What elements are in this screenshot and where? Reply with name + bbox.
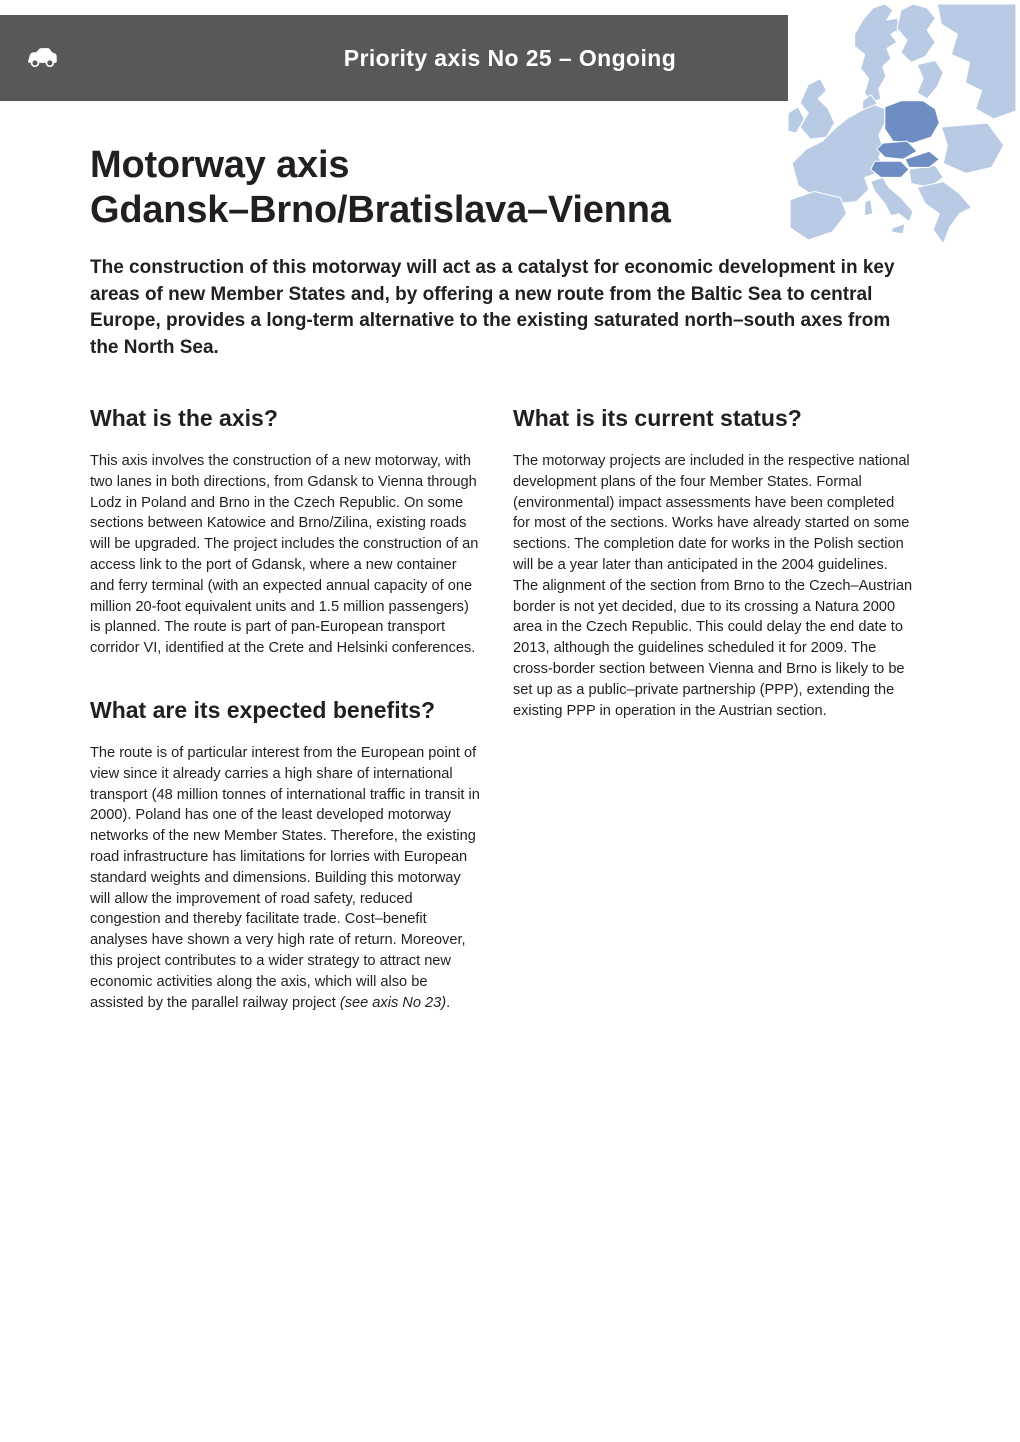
page-title	[90, 143, 930, 233]
benefits-body-end: .	[446, 994, 451, 1011]
section-status	[513, 405, 913, 721]
two-column-layout	[90, 405, 930, 1013]
section-benefits	[90, 697, 482, 1013]
header-title: Priority axis No 25 – Ongoing	[343, 44, 677, 71]
axis-body: This axis involves the construction of a new motorway, with two lanes in both directions, from Gdansk to Vienna through Lodz in Poland and Brno in the Czech Republic. On some sections between Katowice and Brno/Zilina, existing roads will be upgraded. The project includes the construction of an access link to the port of Gdansk, where a new container and ferry terminal (with an expected annual capacity of one million 20-foot equivalent units and 1.5 million passengers) is planned. The route is part of pan-European transport corridor VI, identified at the Crete and Helsinki conferences.	[90, 453, 479, 657]
status-heading: What is its current status?	[513, 405, 802, 431]
status-body: The motorway projects are included in the respective national development plans of the four Member States. Formal (environmental) impact assessments have been completed for most of the sections. Works have already started on some sections. The completion date for works in the Polish section will be a year later than anticipated in the 2004 guidelines. The alignment of the section from Brno to the Czech–Austrian border is not yet decided, due to its crossing a Natura 2000 area in the Czech Republic. This could delay the end date to 2013, although the guidelines scheduled it for 2009. The cross-border section between Vienna and Brno is likely to be set up as a public–private partnership (PPP), extending the existing PPP in operation in the Austrian section.	[513, 453, 913, 719]
benefits-body	[90, 743, 482, 1013]
left-column	[90, 405, 482, 1013]
section-axis	[90, 405, 482, 659]
benefits-body-main: The route is of particular interest from the European point of view since it already carries a high share of international transport (48 million tonnes of international traffic in transit in 2000). Poland has one of the least developed motorway networks of the new Member States. Therefore, the existing road infrastructure has limitations for lorries with European standard weights and dimensions. Building this motorway will allow the improvement of road safety, reduced congestion and thereby facilitate trade. Cost–benefit analyses have shown a very high rate of return. Moreover, this project contributes to a wider strategy to attract new economic activities along the axis, which will also be assisted by the parallel railway project	[90, 744, 480, 1011]
benefits-body-italic: (see axis No 23)	[339, 994, 447, 1011]
page-title-line1: Motorway axis	[90, 144, 350, 186]
right-column	[513, 405, 913, 1013]
lead-paragraph: The construction of this motorway will act as a catalyst for economic development in key areas of new Member States and, by offering a new route from the Baltic Sea to central Europe, provides a long-term alternative to the existing saturated north–south axes from the North Sea.	[90, 257, 895, 358]
page-title-line2: Gdansk–Brno/Bratislava–Vienna	[90, 189, 671, 231]
benefits-heading: What are its expected benefits?	[90, 696, 436, 723]
page-content	[90, 143, 930, 1013]
axis-heading: What is the axis?	[90, 405, 278, 431]
